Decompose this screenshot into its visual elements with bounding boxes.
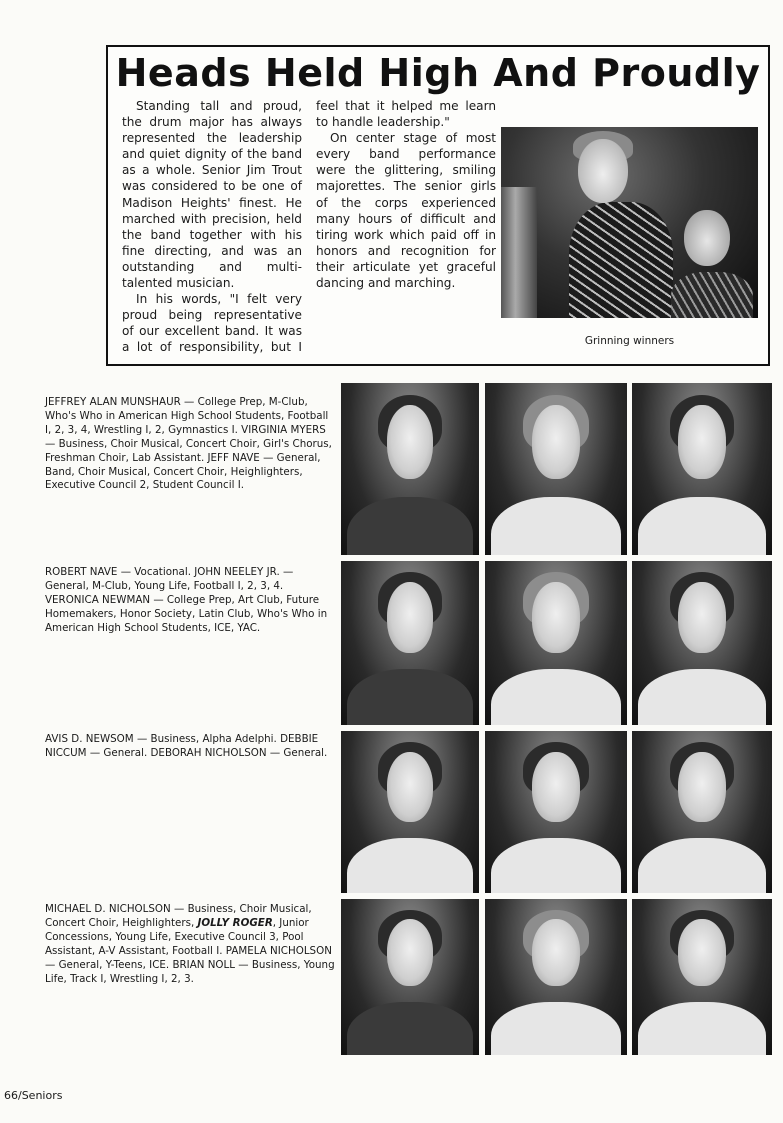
feature-story-box [106,45,770,366]
senior-bio-row-3: AVIS D. NEWSOM — Business, Alpha Adelphi. DEBBIE NICCUM — General. DEBORAH NICHOLSON — General. [45,733,328,759]
senior-portrait [341,383,479,555]
majorette-uniform [671,272,753,318]
senior-portrait [632,561,772,725]
senior-portrait [341,731,479,893]
senior-portrait [485,383,627,555]
story-paragraph: On center stage of most every band performance were the glittering, smiling majorettes. The senior girls of the corps experienced many hours of difficult and tiring work which paid off in honors and recognition for their articulate yet graceful dancing and marching. [316,131,496,291]
photo-caption: Grinning winners [584,335,675,347]
senior-portrait [341,899,479,1055]
bio-text: , Junior Concessions, Young Life, Executive Council 3, Pool Assistant, A-V Assistant, Football I. PAMELA NICHOLSON — General, Y-Teens, ICE. BRIAN NOLL — Business, Young Life, Track I, Wrestling I, 2, 3. [45,916,335,985]
drum-major-uniform [569,202,673,318]
senior-portrait [632,731,772,893]
senior-bio-row-2: ROBERT NAVE — Vocational. JOHN NEELEY JR. — General, M-Club, Young Life, Football I, 2, 3, 4. VERONICA NEWMAN — College Prep, Art Club, Future Homemakers, Honor Society, Latin Club, Who's Who in American High School Students, ICE, YAC. [45,566,328,634]
senior-portrait [485,731,627,893]
senior-portrait [632,383,772,555]
senior-portrait [485,561,627,725]
majorette-face [684,210,730,266]
senior-portrait [341,561,479,725]
drum-major-majorette-photo [501,127,758,318]
trophy-shape [501,187,537,318]
story-paragraph: Standing tall and proud, the drum major has always represented the leadership and quiet dignity of the band as a whole. Senior Jim Trout was considered to be one of Madison Heights' finest. He marched with precision, held the band together with his fine directing, and was an outstanding and multi-talented musician. [122,99,302,291]
senior-bio-row-4 [45,903,337,986]
bio-text: MICHAEL D. NICHOLSON — Business, Choir Musical, Concert Choir, Heighlighters, [45,903,312,929]
senior-bio-row-1: JEFFREY ALAN MUNSHAUR — College Prep, M-Club, Who's Who in American High School Students, Football I, 2, 3, 4, Wrestling I, 2, Gymnastics I. VIRGINIA MYERS — Business, Choir Musical, Concert Choir, Girl's Chorus, Freshman Choir, Lab Assistant. JEFF NAVE — General, Band, Choir Musical, Concert Choir, Heighlighters, Executive Council 2, Student Council I. [45,396,332,492]
drum-major-face [578,139,628,203]
bio-italic-text: JOLLY ROGER [197,916,273,929]
page-footer: 66/Seniors [4,1089,63,1102]
feature-headline: Heads Held High And Proudly [115,51,761,95]
senior-portrait [632,899,772,1055]
story-paragraph: In his words, "I felt very proud being representative of our excellent band. It was a lot of responsibility, but I feel that it helped me learn to handle leadership." [122,99,496,355]
feature-story-text [122,98,496,360]
senior-portrait [485,899,627,1055]
